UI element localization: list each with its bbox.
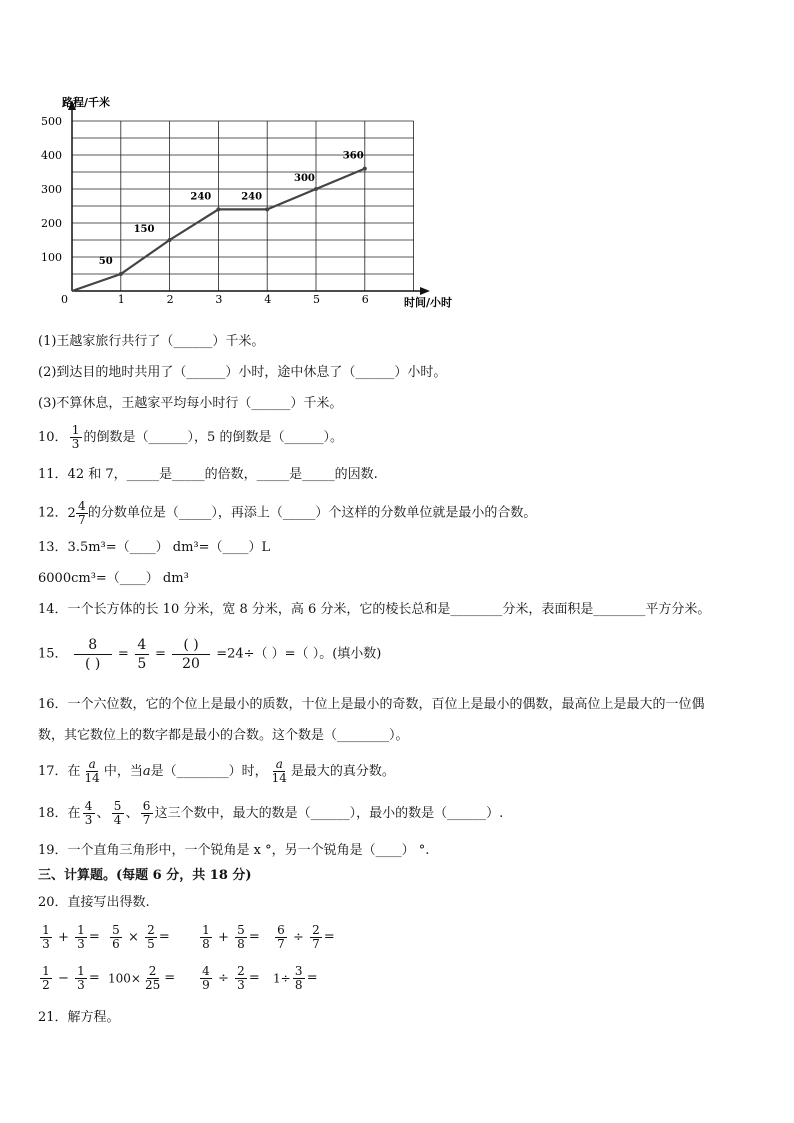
- equals-sign: =: [88, 970, 100, 986]
- q12-number: 12．: [38, 505, 68, 521]
- operator: ÷: [218, 970, 229, 986]
- frac-num: 5: [110, 924, 122, 938]
- q10: [38, 424, 343, 451]
- frac-num: 1: [70, 424, 82, 438]
- frac-num: 1: [40, 965, 52, 979]
- frac-den: 3: [84, 813, 93, 827]
- data-point: [216, 207, 220, 211]
- frac-den: 8: [294, 978, 303, 992]
- q15-fraction-3: [172, 636, 210, 673]
- x-tick-label: 6: [361, 293, 369, 306]
- frac-den: 8: [237, 937, 245, 951]
- q17-fraction: [83, 758, 102, 785]
- q10-text: 的倒数是（______），5 的倒数是（______）。: [83, 430, 343, 445]
- q20-expression: [38, 965, 100, 992]
- x-axis-arrow: [420, 287, 430, 295]
- q17-mid: 中，当: [103, 764, 143, 779]
- frac-num: 5: [112, 800, 124, 814]
- x-tick-label: 3: [215, 293, 223, 306]
- data-point: [363, 167, 367, 171]
- separator: 、: [96, 806, 110, 821]
- q18: [38, 800, 503, 827]
- q15-tail: =24÷（ ）=（ ）。(填小数): [216, 646, 382, 662]
- equals-sign: =: [306, 970, 318, 986]
- frac-num: 4: [135, 636, 149, 655]
- chart-grid: [72, 121, 414, 291]
- chart-series: [72, 167, 367, 291]
- expr-lead: 100×: [108, 971, 141, 986]
- q20-expression: [108, 924, 170, 951]
- q13-line2: 6000cm³=（____） dm³: [38, 571, 189, 586]
- mixed-whole: 2: [67, 505, 76, 521]
- q16-line2: 数，其它数位上的数字都是最小的合数。这个数是（________）。: [38, 728, 409, 743]
- data-point: [119, 272, 123, 276]
- frac-num: 2: [145, 924, 157, 938]
- distance-time-chart: [0, 0, 794, 320]
- frac-den: 25: [144, 978, 161, 992]
- data-label: 360: [342, 150, 364, 162]
- q18-fraction-2: [112, 800, 124, 827]
- x-axis-label: 时间/小时: [404, 296, 453, 309]
- q10-fraction: [70, 424, 82, 451]
- operator: ×: [128, 929, 139, 945]
- q20-expression: [198, 924, 260, 951]
- q17: [38, 758, 395, 785]
- data-label: 150: [133, 224, 155, 235]
- frac-num: a: [86, 758, 98, 772]
- y-axis-label: 路程/千米: [62, 96, 111, 109]
- equals-sign: =: [248, 970, 260, 986]
- operator: +: [218, 929, 229, 945]
- q10-number: 10．: [38, 430, 68, 445]
- separator: 、: [125, 806, 139, 821]
- expr-lead: 1÷: [273, 971, 291, 986]
- q17-prefix: 17．在: [38, 764, 81, 779]
- x-tick-label: 1: [117, 293, 125, 306]
- frac-den: 5: [147, 937, 155, 951]
- frac-num: 1: [40, 924, 52, 938]
- q21-title: 21．解方程。: [38, 1010, 120, 1025]
- frac-num: 5: [235, 924, 247, 938]
- frac-den: 3: [77, 978, 85, 992]
- y-tick-label: 300: [41, 183, 62, 196]
- frac-num: 4: [76, 500, 88, 514]
- equals-sign: =: [88, 929, 100, 945]
- data-label: 300: [294, 173, 315, 184]
- equals-sign: =: [117, 646, 129, 662]
- q20-expression: [38, 924, 100, 951]
- q13-line1: 13．3.5m³=（____） dm³=（____）L: [38, 540, 271, 555]
- q12: [38, 500, 536, 527]
- frac-den: 2: [42, 978, 50, 992]
- q18-fraction-1: [83, 800, 95, 827]
- equals-sign: =: [164, 970, 176, 986]
- frac-den: 7: [312, 937, 320, 951]
- frac-num: 2: [147, 965, 159, 979]
- q17-suffix: 是最大的真分数。: [290, 764, 395, 779]
- x-tick-label: 4: [264, 293, 272, 306]
- q15: [38, 636, 381, 673]
- y-tick-label: 400: [41, 149, 62, 162]
- x-tick-label: 2: [166, 293, 174, 306]
- frac-den: 14: [84, 771, 100, 785]
- q20-title: 20．直接写出得数.: [38, 895, 150, 910]
- q18-fraction-3: [141, 800, 153, 827]
- frac-den: 7: [78, 513, 86, 527]
- frac-den: 7: [142, 813, 151, 827]
- frac-num: 2: [235, 965, 247, 979]
- frac-num: 1: [200, 924, 212, 938]
- frac-den: 20: [182, 656, 200, 672]
- frac-den: 9: [202, 978, 210, 992]
- x-tick-label: 0: [61, 293, 68, 306]
- equals-sign: =: [323, 929, 335, 945]
- q20-expression: [198, 965, 260, 992]
- frac-num: 2: [310, 924, 322, 938]
- q20-expression: [273, 965, 318, 992]
- x-tick-label: 5: [313, 293, 320, 306]
- y-tick-label: 500: [41, 115, 62, 128]
- frac-den: ( ): [85, 656, 101, 672]
- equals-sign: =: [155, 646, 166, 662]
- q9-part3: (3)不算休息，王越家平均每小时行（______）千米。: [38, 396, 343, 411]
- frac-num: 1: [75, 965, 87, 979]
- data-label: 240: [190, 191, 212, 203]
- operator: −: [58, 970, 69, 986]
- frac-num: a: [273, 758, 285, 772]
- data-label: 50: [98, 256, 113, 267]
- q18-suffix: 这三个数中，最大的数是（______），最小的数是（______）.: [154, 806, 504, 821]
- data-point: [265, 207, 269, 211]
- frac-den: 6: [112, 937, 120, 951]
- frac-den: 4: [113, 813, 122, 827]
- frac-num: ( ): [172, 636, 210, 655]
- q14: 14．一个长方体的长 10 分米，宽 8 分米，高 6 分米，它的棱长总和是________分米，表面积是________平方分米。: [38, 602, 711, 617]
- equals-sign: =: [158, 929, 170, 945]
- frac-num: 4: [83, 800, 95, 814]
- q20-expression: [273, 924, 335, 951]
- q12-text: 的分数单位是（_____），再添上（_____）个这样的分数单位就是最小的合数。: [87, 505, 537, 521]
- frac-num: 3: [293, 965, 305, 979]
- equals-sign: =: [248, 929, 260, 945]
- y-tick-label: 200: [41, 217, 62, 230]
- chart-ticks: [41, 115, 369, 306]
- operator: +: [58, 929, 69, 945]
- data-point: [314, 187, 318, 191]
- q15-number: 15．: [38, 646, 68, 662]
- frac-den: 3: [42, 937, 50, 951]
- q19: 19．一个直角三角形中，一个锐角是 x °，另一个锐角是（____） °.: [38, 843, 430, 858]
- q9-part2: (2)到达目的地时共用了（______）小时，途中休息了（______）小时。: [38, 365, 447, 380]
- frac-den: 14: [271, 771, 287, 785]
- section3-title: 三、计算题。(每题 6 分，共 18 分): [38, 868, 252, 883]
- frac-den: 5: [137, 656, 147, 672]
- q16-line1: 16．一个六位数，它的个位上是最小的质数，十位上是最小的奇数，百位上是最小的偶数，最高位上是最大的一位偶: [38, 697, 705, 712]
- frac-den: 3: [77, 937, 85, 951]
- q17-fraction-2: [270, 758, 289, 785]
- frac-den: 3: [71, 437, 80, 451]
- frac-num: 4: [200, 965, 212, 979]
- q15-fraction-2: [135, 636, 149, 673]
- operator: ÷: [293, 929, 304, 945]
- frac-num: 8: [74, 636, 112, 655]
- q20-expression: [108, 965, 175, 992]
- q9-part1: (1)王越家旅行共行了（______）千米。: [38, 334, 265, 349]
- frac-den: 7: [277, 937, 285, 951]
- frac-num: 6: [141, 800, 153, 814]
- q17-mid2: 是（________）时，: [150, 764, 268, 779]
- q17-variable: a: [142, 764, 151, 779]
- q15-fraction-1: [74, 636, 112, 673]
- frac-den: 8: [202, 937, 210, 951]
- q18-prefix: 18．在: [38, 806, 81, 821]
- data-point: [168, 238, 172, 242]
- frac-num: 1: [75, 924, 87, 938]
- q12-mixed-number: [68, 500, 88, 527]
- y-tick-label: 100: [41, 251, 62, 264]
- frac-den: 3: [237, 978, 245, 992]
- data-label: 240: [241, 191, 263, 203]
- q11: 11．42 和 7，_____是_____的倍数，_____是_____的因数.: [38, 467, 378, 482]
- frac-num: 6: [275, 924, 287, 938]
